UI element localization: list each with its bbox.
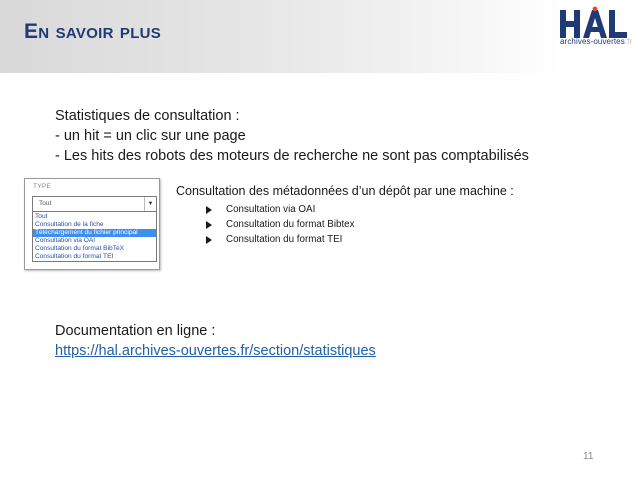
type-filter-screenshot	[24, 178, 160, 270]
stats-line: - Les hits des robots des moteurs de recherche ne sont pas comptabilisés	[55, 148, 529, 164]
slide-header	[0, 0, 638, 73]
list-item-label: Consultation du format Bibtex	[226, 219, 355, 230]
documentation-block	[55, 321, 376, 361]
stats-block	[55, 106, 529, 166]
type-option[interactable]: Consultation via OAI	[35, 236, 96, 244]
triangle-bullet-icon	[206, 206, 212, 214]
list-item	[206, 217, 355, 232]
page-number: 11	[583, 451, 594, 462]
stats-line: - un hit = un clic sur une page	[55, 128, 246, 144]
hal-logo	[556, 6, 632, 56]
stats-heading: Statistiques de consultation :	[55, 108, 240, 124]
machine-list	[206, 202, 355, 247]
documentation-link[interactable]: https://hal.archives-ouvertes.fr/section/statistiques	[55, 343, 376, 359]
type-option[interactable]: Consultation du format BibTeX	[35, 244, 125, 252]
triangle-bullet-icon	[206, 236, 212, 244]
type-option[interactable]: Tout	[35, 213, 48, 220]
type-option[interactable]: Consultation de la fiche	[35, 220, 104, 228]
list-item-label: Consultation via OAI	[226, 204, 316, 215]
dropdown-arrow-icon[interactable]: ▼	[144, 197, 156, 212]
list-item	[206, 202, 355, 217]
list-item	[206, 232, 355, 247]
type-option[interactable]: Consultation du format TEI	[35, 252, 114, 260]
documentation-label: Documentation en ligne :	[55, 323, 216, 339]
type-options-list	[32, 211, 157, 262]
triangle-bullet-icon	[206, 221, 212, 229]
slide-title: En savoir plus	[24, 20, 162, 43]
type-label: TYPE	[33, 183, 52, 190]
type-option-highlighted[interactable]: Téléchargement du fichier principal	[33, 229, 156, 237]
list-item-label: Consultation du format TEI	[226, 234, 343, 245]
machine-heading: Consultation des métadonnées d’un dépôt par une machine :	[176, 184, 514, 198]
hal-logo-subtitle: archives-ouvertes.fr	[560, 37, 633, 46]
type-select-value: Tout	[39, 200, 52, 207]
